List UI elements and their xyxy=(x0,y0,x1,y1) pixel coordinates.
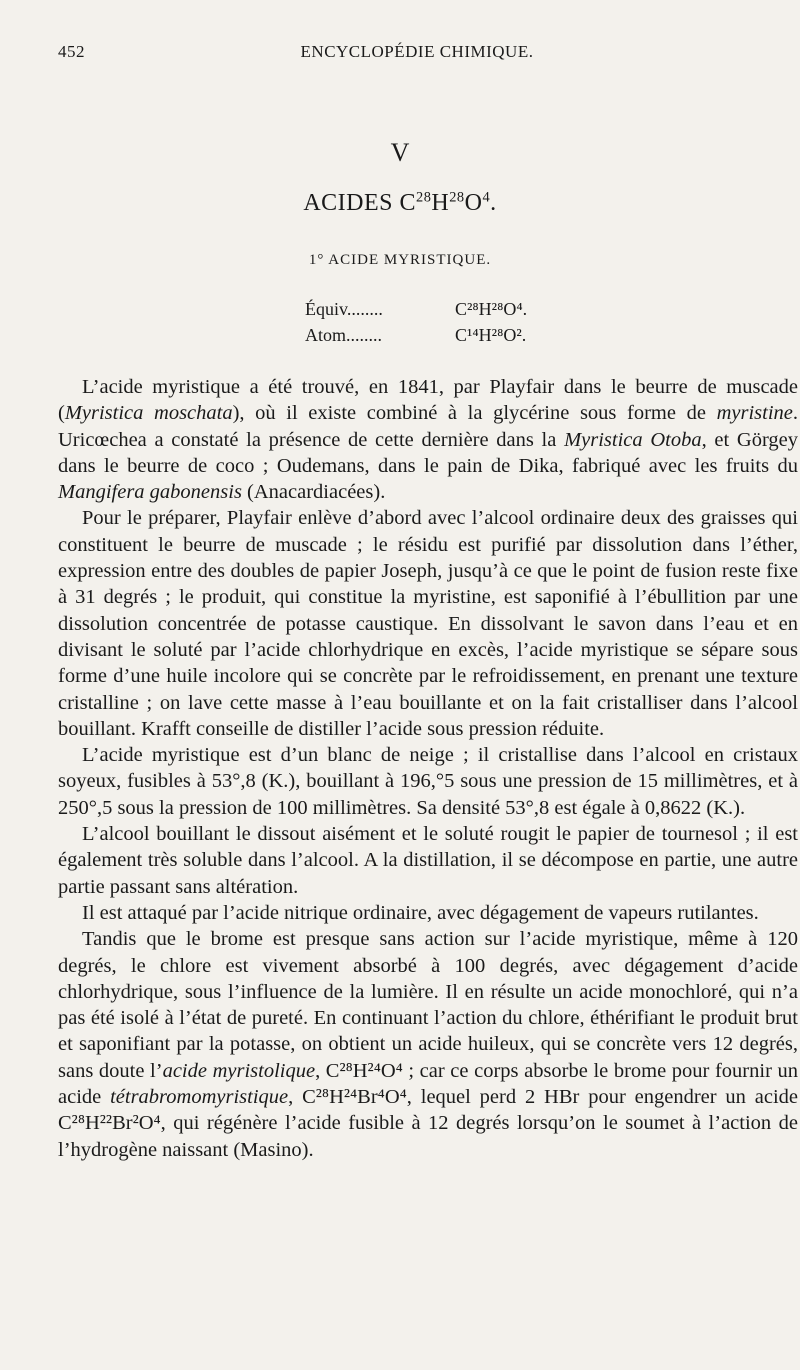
formula-label: Atom........ xyxy=(305,325,383,345)
formula-label: Équiv........ xyxy=(305,299,383,319)
italic-run: Myristica moschata xyxy=(64,402,233,425)
chapter-title-text: . xyxy=(490,190,497,216)
chapter-title-sup: 4 xyxy=(482,189,491,206)
page-number: 452 xyxy=(58,42,85,61)
formula-row-equiv xyxy=(305,296,527,322)
paragraph: Pour le préparer, Playfair enlève d’abord avec l’alcool ordinaire deux des graisses qui constituent le beurre de muscade ; le résidu est purifié par dissolution dans l’éther, expression entre des doubles de papier Joseph, jusqu’à ce que le point de fusion reste fixe à 31 degrés ; le produit, qui constitue la myristine, est saponifié à l’ébullition par une dissolution concentrée de potasse caustique. En dissolvant le savon dans l’eau et en divisant le soluté par l’acide chlorhydrique en excès, l’acide myristique se sépare sous forme d’une huile incolore qui se concrète par le refroidissement, en prenant une texture cristalline ; on lave cette masse à l’eau bouillante et on la fait cristalliser dans l’alcool bouillant. Krafft conseille de distiller l’acide sous pression réduite. xyxy=(58,507,798,740)
chapter-numeral: V xyxy=(390,138,410,167)
text-run: ), où il existe combiné à la glycérine sous forme de xyxy=(232,402,717,425)
formula-value: C¹⁴H²⁸O². xyxy=(455,325,527,345)
italic-run: Myristica Otoba xyxy=(564,428,702,451)
paragraph xyxy=(58,926,798,1163)
chapter-title-sup: 28 xyxy=(416,189,432,206)
running-title: ENCYCLOPÉDIE CHIMIQUE. xyxy=(300,42,534,61)
text-run: Tandis que le brome est presque sans action sur l’acide myristique, même à 120 degrés, le chlore est vivement absorbé à 100 degrés, avec dégagement d’acide chlorhydrique, sous l’influence de la lumière. Il en résulte un acide monochloré, qui n’a pas été isolé à l’état de pureté. En continuant l’action du chlore, éthérifiant le produit brut et saponifiant par la potasse, on obtient un acide huileux, qui se concrète vers 12 degrés, sans doute l’ xyxy=(58,928,798,1082)
running-head xyxy=(58,42,776,68)
paragraph: Il est attaqué par l’acide nitrique ordinaire, avec dégagement de vapeurs rutilantes. xyxy=(82,901,759,924)
text-run: (Anacardiacées). xyxy=(241,481,386,504)
text-run: , C²⁸H²⁴Br⁴O⁴, lequel perd 2 HBr pour engendrer un acide C²⁸H²²Br²O⁴, qui régénère l’acide fusible à 12 degrés lorsqu’on le soumet à l’action de l’hydrogène naissant (Masino). xyxy=(58,1086,798,1161)
text-run: , C²⁸H²⁴O⁴ ; car ce corps absorbe le brome pour fournir un acide xyxy=(58,1059,798,1109)
formula-table xyxy=(305,296,527,348)
body-text xyxy=(58,374,798,1163)
chapter-title-text: ACIDES C xyxy=(303,190,416,216)
formula-value: C²⁸H²⁸O⁴. xyxy=(455,299,528,319)
paragraph: L’acide myristique est d’un blanc de neige ; il cristallise dans l’alcool en cristaux soyeux, fusibles à 53°,8 (K.), bouillant à 196,°5 sous une pression de 15 millimètres, et à 250°,5 sous la pression de 100 millimètres. Sa densité 53°,8 est égale à 0,8622 (K.). xyxy=(58,744,798,819)
italic-run: tétrabromomyristique xyxy=(110,1086,289,1109)
text-run: L’acide myristique a été trouvé, en 1841, par Playfair dans le beurre de muscade ( xyxy=(58,376,798,425)
paragraph xyxy=(58,374,798,505)
section-title: 1° ACIDE MYRISTIQUE. xyxy=(308,252,492,268)
italic-run: myristine xyxy=(716,402,793,425)
italic-run: Mangifera gabonensis xyxy=(58,481,242,504)
chapter-title xyxy=(0,190,800,217)
formula-row-atom xyxy=(305,322,527,348)
paragraph: L’alcool bouillant le dissout aisément et le soluté rougit le papier de tournesol ; il est également très soluble dans l’alcool. A la distillation, il se décompose en partie, une autre partie passant sans altération. xyxy=(58,823,798,898)
chapter-title-sup: 28 xyxy=(449,189,465,206)
text-run: , et Görgey dans le beurre de coco ; Oudemans, dans le pain de Dika, fabriqué avec les fruits du xyxy=(58,428,798,477)
text-run: . Uricœchea a constaté la présence de cette dernière dans la xyxy=(58,402,798,451)
italic-run: acide myristolique xyxy=(162,1059,316,1082)
chapter-title-text: H xyxy=(431,190,450,216)
chapter-title-text: O xyxy=(464,190,483,216)
